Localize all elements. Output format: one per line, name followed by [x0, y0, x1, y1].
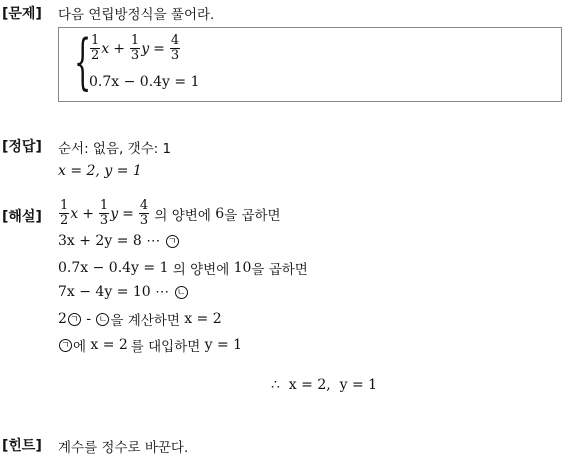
circled-label-icon: ㄱ: [68, 313, 81, 326]
denominator: 3: [130, 48, 140, 63]
denominator: 2: [60, 213, 69, 228]
fraction: [130, 34, 140, 63]
variable-x: x: [101, 40, 110, 57]
solution-text: 을 곱하면: [224, 207, 281, 224]
circled-label-icon: ㄴ: [96, 313, 109, 326]
hint-text: 계수를 정수로 바꾼다.: [58, 440, 189, 456]
fraction: [99, 199, 109, 228]
plus-sign: +: [113, 40, 125, 57]
multiplier: 6: [215, 205, 225, 222]
system-equation-2: 0.7x − 0.4y = 1: [89, 74, 200, 90]
numerator: 1: [99, 198, 109, 213]
multiplier: 10: [233, 260, 252, 276]
equation-text: 3x + 2y = 8 ⋯: [58, 233, 165, 249]
solution-text: 를 대입하면: [130, 339, 205, 355]
system-equation-1: [89, 34, 181, 63]
solution-text: 의 양변에: [150, 207, 216, 224]
solution-line-1: [58, 199, 281, 228]
denominator: 3: [170, 48, 180, 63]
left-brace-icon: {: [74, 27, 92, 97]
equation-text: 0.7x − 0.4y = 1: [58, 260, 169, 276]
denominator: 2: [91, 48, 100, 63]
circled-label-icon: ㄴ: [175, 286, 188, 299]
variable-y: y: [141, 40, 150, 57]
denominator: 3: [99, 213, 109, 228]
solution-line-6: [58, 335, 242, 355]
answer-value: x = 2, y = 1: [58, 163, 142, 179]
problem-instruction: 다음 연립방정식을 풀어라.: [58, 7, 215, 23]
solution-text: 을 계산하면: [110, 313, 185, 329]
equals-sign: =: [153, 40, 165, 57]
solution-text: 을 곱하면: [251, 262, 308, 278]
solution-conclusion: ∴ x = 2, y = 1: [271, 377, 378, 393]
fraction: [170, 34, 180, 63]
problem-label: [문제]: [2, 6, 42, 22]
solution-label: [해설]: [2, 209, 42, 225]
coefficient: 2: [58, 311, 67, 327]
circled-label-icon: ㄱ: [166, 235, 179, 248]
numerator: 4: [170, 33, 180, 48]
problem-box: [58, 27, 562, 102]
fraction: [90, 34, 100, 63]
solution-text: 의 양변에: [168, 262, 234, 278]
circled-label-icon: ㄱ: [59, 339, 72, 352]
solution-text: 에: [73, 339, 91, 355]
hint-label: [힌트]: [2, 438, 42, 454]
numerator: 1: [130, 33, 140, 48]
numerator: 1: [91, 33, 100, 48]
numerator: 1: [60, 198, 69, 213]
answer-order: 순서: 없음, 갯수: 1: [58, 141, 172, 157]
solution-line-3: [58, 258, 308, 278]
variable-y: y: [110, 205, 119, 222]
solution-line-4: [58, 284, 189, 300]
denominator: 3: [139, 213, 149, 228]
solution-line-2: [58, 233, 180, 249]
equation-text: x = 2: [90, 337, 128, 353]
equation-text: y = 1: [204, 337, 243, 353]
solution-line-5: [58, 309, 222, 329]
fraction: [139, 199, 149, 228]
variable-x: x: [70, 205, 79, 222]
equation-text: 7x − 4y = 10 ⋯: [58, 284, 174, 300]
equation-text: x = 2: [184, 311, 222, 327]
fraction: [59, 199, 69, 228]
numerator: 4: [139, 198, 149, 213]
equals-sign: =: [122, 205, 134, 222]
minus-sign: -: [81, 311, 96, 327]
plus-sign: +: [82, 205, 94, 222]
answer-label: [정답]: [2, 139, 42, 155]
